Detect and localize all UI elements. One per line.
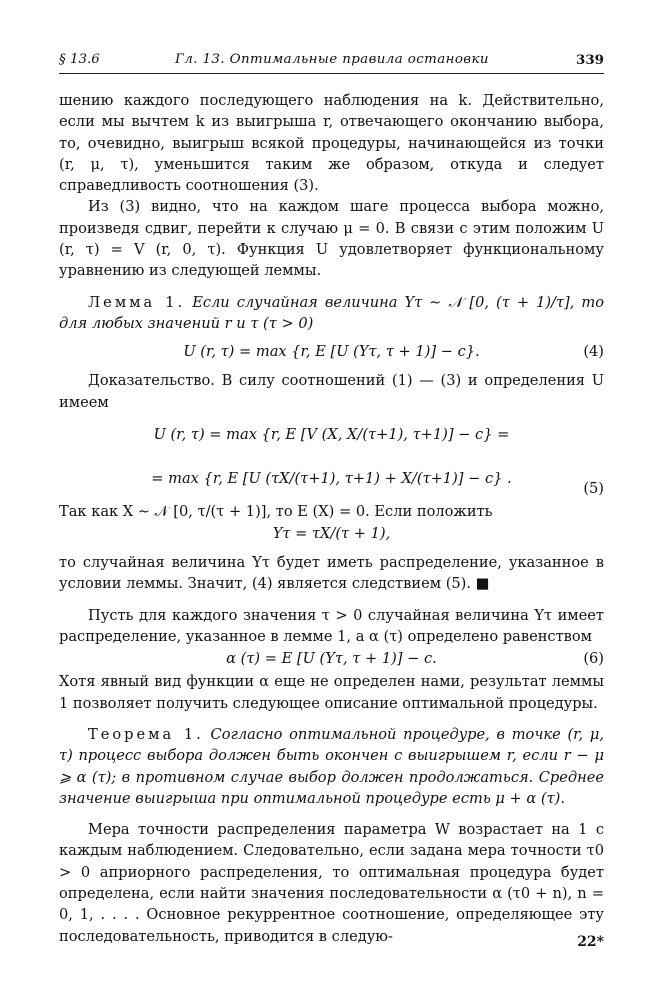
paragraph-4: то случайная величина Yτ будет иметь распределение, указанное в условии леммы. Значит, (4) является следствием (5). ■: [59, 554, 604, 593]
lemma-1: [59, 292, 604, 335]
lemma-label: Лемма 1.: [88, 293, 186, 311]
header-rule: [59, 73, 604, 74]
equation-6-body: α (τ) = E [U (Yτ, τ + 1)] − c.: [226, 650, 437, 668]
equation-5b-body: = max {r, E [U (τX/(τ+1), τ+1) + X/(τ+1)] − c} .: [151, 469, 512, 487]
paragraph-3: Так как X ∼ 𝒩 [0, τ/(τ + 1)], то E (X) = 0. Если положить: [59, 502, 493, 520]
equation-5b: [59, 457, 604, 501]
lemma-statement: Если случайная величина Yτ ∼ 𝒩 [0, (τ + 1)/τ], то для любых значений r и τ (τ > 0): [59, 293, 605, 332]
proof: Доказательство. В силу соотношений (1) — (3) и определения U имеем: [59, 372, 604, 411]
chapter-title: Гл. 13. Оптимальные правила остановки: [175, 52, 489, 67]
page-number: 339: [576, 52, 604, 68]
paragraph-2: Из (3) видно, что на каждом шаге процесса выбора можно, произведя сдвиг, перейти к случаю μ = 0. В связи с этим положим U (r, τ) = V (r, 0, τ). Функция U удовлетворяет функциональному уравнению из следующей леммы.: [59, 198, 604, 280]
equation-5a: [59, 413, 604, 457]
paragraph-6: Хотя явный вид функции α еще не определен нами, результат леммы 1 позволяет получить следующее описание оптимальной процедуры.: [59, 673, 604, 712]
equation-4: [59, 340, 604, 364]
equation-y: [59, 522, 604, 546]
equation-4-body: U (r, τ) = max {r, E [U (Yτ, τ + 1)] − c}.: [183, 343, 480, 361]
equation-6-number: (6): [583, 650, 604, 668]
signature-mark: 22*: [577, 934, 604, 950]
section-number: § 13.6: [59, 52, 100, 67]
running-header: [59, 52, 604, 72]
equation-4-number: (4): [583, 343, 604, 361]
theorem-statement: Согласно оптимальной процедуре, в точке (r, μ, τ) процесс выбора должен быть окончен с выигрышем r, если r − μ ⩾ α (τ); в противном случае выбор должен продолжаться. Среднее значение выигрыша при оптимальной процедуре есть μ + α (τ).: [59, 725, 604, 807]
paragraph-5: Пусть для каждого значения τ > 0 случайная величина Yτ имеет распределение, указанное в лемме 1, а α (τ) определено равенством: [59, 606, 604, 646]
equation-y-body: Yτ = τX/(τ + 1),: [272, 525, 391, 543]
paragraph-1: шению каждого последующего наблюдения на k. Действительно, если мы вычтем k из выигрыша r, отвечающего окончанию выбора, то, очевидно, выигрыш всякой процедуры, начинающейся из точки (r, μ, τ), уменьшится таким же образом, откуда и следует справедливость соотношения (3).: [59, 92, 604, 195]
theorem-1: [59, 724, 604, 809]
page-body: [59, 90, 604, 947]
equation-6: [59, 647, 604, 671]
equation-5a-body: U (r, τ) = max {r, E [V (X, X/(τ+1), τ+1)] − c} =: [153, 425, 510, 443]
theorem-label: Теорема 1.: [88, 725, 204, 743]
paragraph-7: Мера точности распределения параметра W возрастает на 1 с каждым наблюдением. Следовательно, если задана мера точности τ0 > 0 априорного распределения, то оптимальная процедура будет определена, если найти значения последовательности α (τ0 + n), n = 0, 1, . . . . Основное рекуррентное соотношение, определяющее эту последовательность, приводится в следую-: [59, 821, 604, 945]
equation-5-number: (5): [583, 479, 604, 497]
